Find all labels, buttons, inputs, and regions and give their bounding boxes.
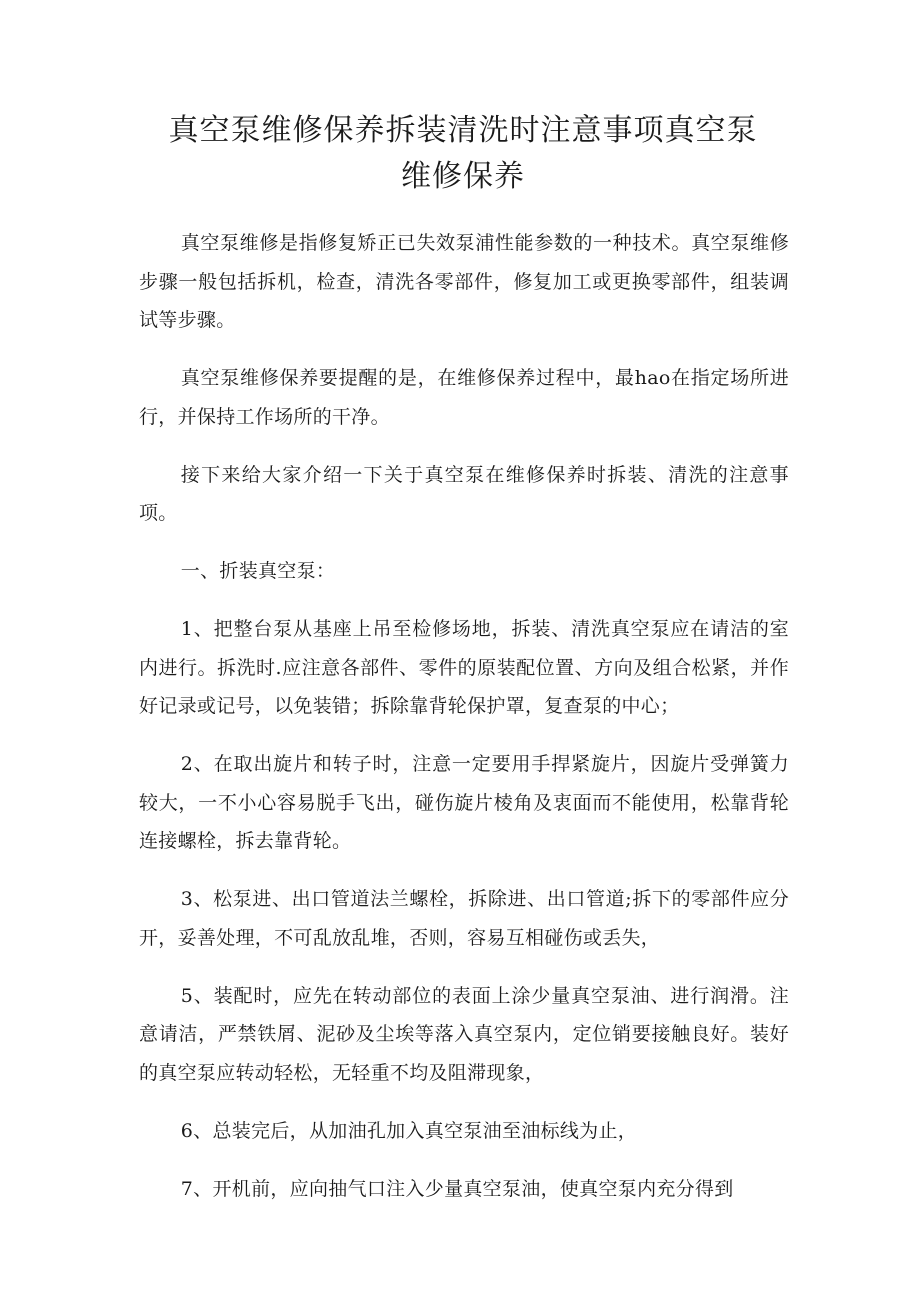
title-line-1: 真空泵维修保养拆装清洗时注意事项真空泵 — [168, 113, 758, 148]
document-title — [138, 108, 788, 200]
section-heading: 一、折装真空泵： — [180, 560, 336, 582]
paragraph-reminder: 真空泵维修保养要提醒的是，在维修保养过程中，最hao在指定场所进行，并保持工作场所的干净。 — [139, 367, 789, 428]
title-line-2: 维修保养 — [401, 159, 525, 194]
step-5: 5、装配时，应先在转动部位的表面上涂少量真空泵油、进行润滑。注意请洁，严禁铁屑、泥砂及尘埃等落入真空泵内，定位销要接触良好。装好的真空泵应转动轻松，无轻重不均及阻滞现象， — [139, 984, 789, 1084]
document-body — [139, 224, 789, 1228]
paragraph-lead-in: 接下来给大家介绍一下关于真空泵在维修保养时拆装、清洗的注意事项。 — [139, 463, 789, 524]
step-7: 7、开机前，应向抽气口注入少量真空泵油，使真空泵内充分得到 — [180, 1177, 734, 1200]
paragraph-intro: 真空泵维修是指修复矫正已失效泵浦性能参数的一种技术。真空泵维修步骤一般包括拆机，检查，清洗各零部件，修复加工或更换零部件，组装调试等步骤。 — [139, 232, 789, 331]
step-3: 3、松泵进、出口管道法兰螺栓，拆除进、出口管道;拆下的零部件应分开，妥善处理，不可乱放乱堆，否则，容易互相碰伤或丢失， — [139, 888, 789, 949]
step-1: 1、把整台泵从基座上吊至检修场地，拆装、清洗真空泵应在请洁的室内进行。拆洗时.应注意各部件、零件的原装配位置、方向及组合松紧，并作好记录或记号，以免装错；拆除靠背轮保护罩，复查泵的中心； — [139, 618, 789, 717]
step-2: 2、在取出旋片和转子时，注意一定要用手捍紧旋片，因旋片受弹簧力较大，一不小心容易脱手飞出，碰伤旋片棱角及衷面而不能使用，松靠背轮连接螺栓，拆去靠背轮。 — [139, 753, 789, 852]
step-6: 6、总装完后，从加油孔加入真空泵油至油标线为止， — [180, 1119, 638, 1142]
